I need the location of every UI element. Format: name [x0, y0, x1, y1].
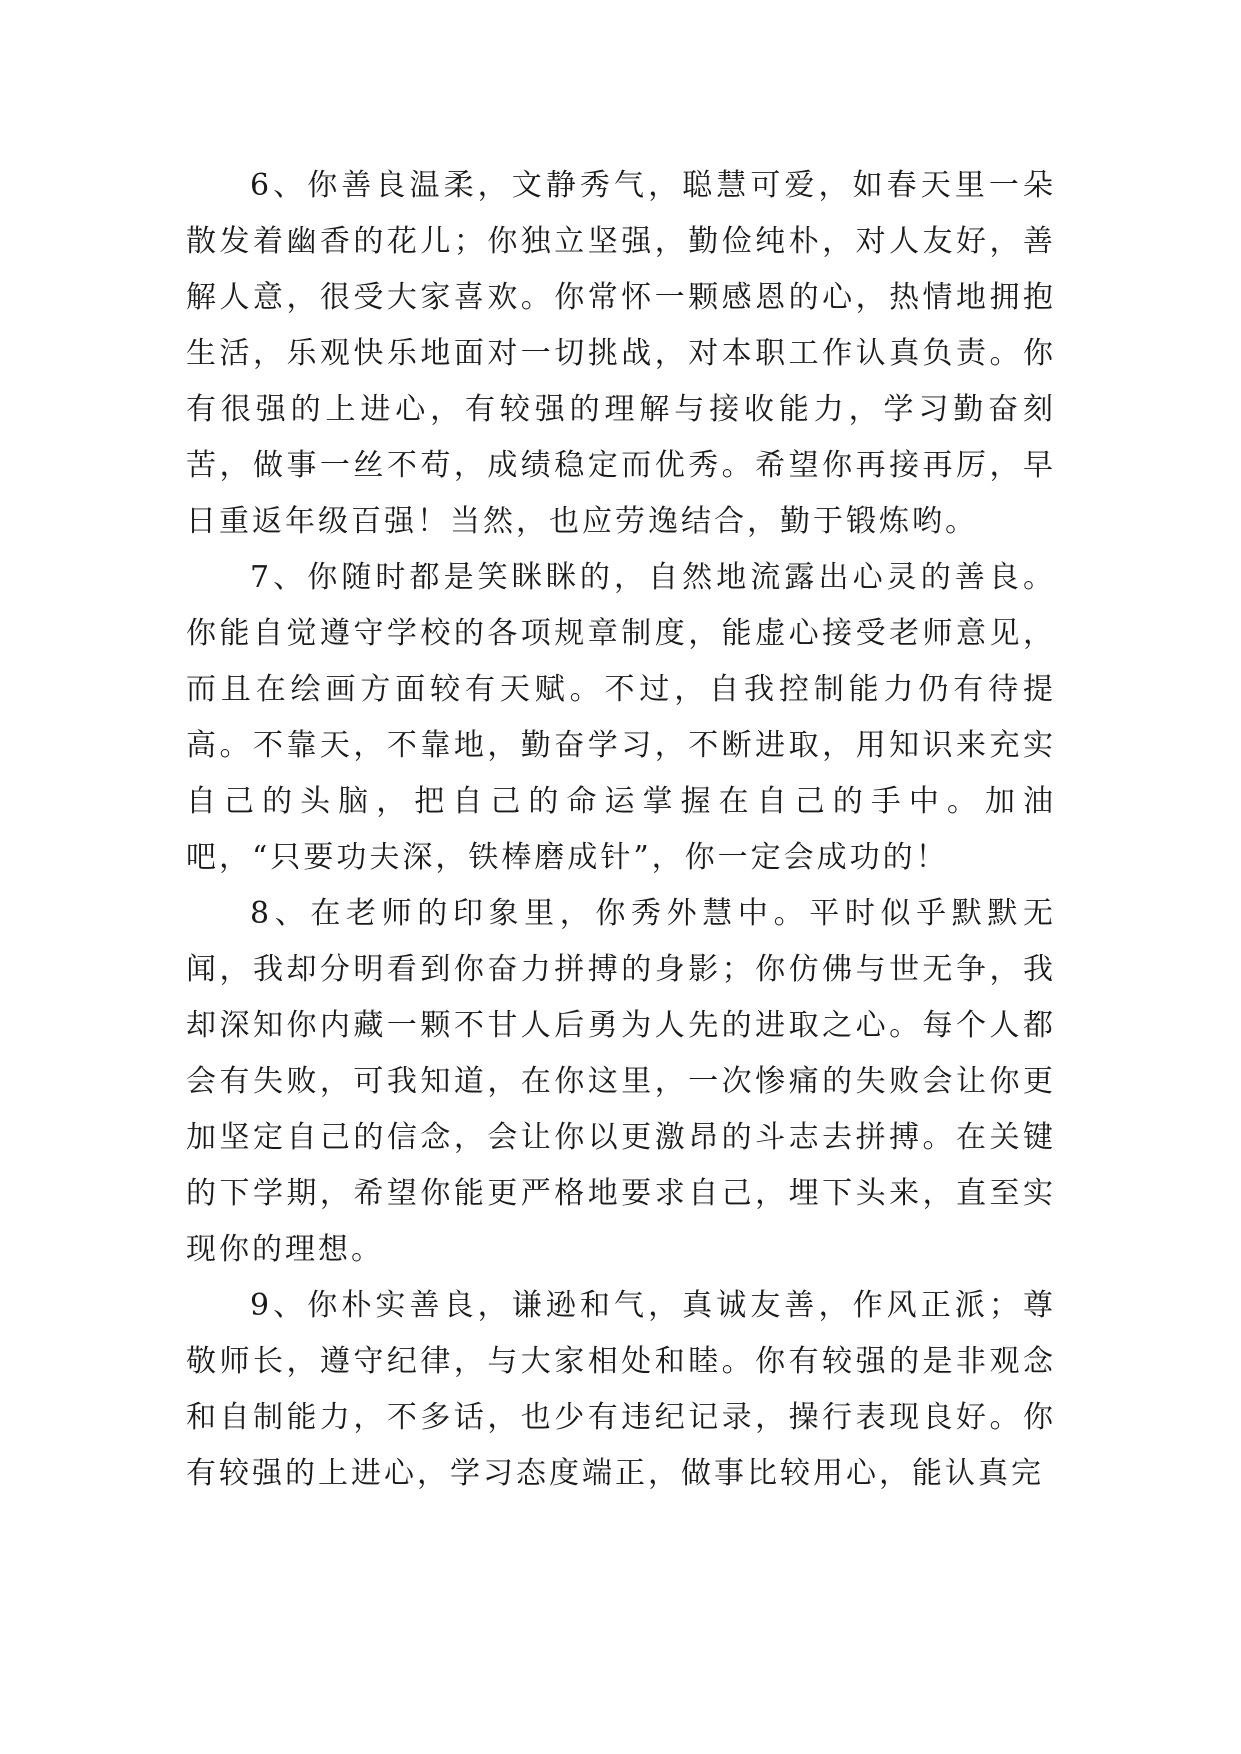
paragraph-6: 6、你善良温柔，文静秀气，聪慧可爱，如春天里一朵散发着幽香的花儿；你独立坚强，勤俭纯朴，对人友好，善解人意，很受大家喜欢。你常怀一颗感恩的心，热情地拥抱生活，乐观快乐地面对一切挑战，对本职工作认真负责。你有很强的上进心，有较强的理解与接收能力，学习勤奋刻苦，做事一丝不苟，成绩稳定而优秀。希望你再接再厉，早日重返年级百强！当然，也应劳逸结合，勤于锻炼哟。: [186, 168, 1056, 539]
paragraph-9: 9、你朴实善良，谦逊和气，真诚友善，作风正派；尊敬师长，遵守纪律，与大家相处和睦。你有较强的是非观念和自制能力，不多话，也少有违纪记录，操行表现良好。你有较强的上进心，学习态度端正，做事比较用心，能认真完: [186, 1288, 1056, 1491]
paragraph-7: 7、你随时都是笑眯眯的，自然地流露出心灵的善良。你能自觉遵守学校的各项规章制度，能虚心接受老师意见，而且在绘画方面较有天赋。不过，自我控制能力仍有待提高。不靠天，不靠地，勤奋学习，不断进取，用知识来充实自己的头脑，把自己的命运掌握在自己的手中。加油吧，“只要功夫深，铁棒磨成针”，你一定会成功的！: [186, 560, 1056, 875]
document-body: [186, 158, 1056, 1502]
paragraph-8: 8、在老师的印象里，你秀外慧中。平时似乎默默无闻，我却分明看到你奋力拼搏的身影；你仿佛与世无争，我却深知你内藏一颗不甘人后勇为人先的进取之心。每个人都会有失败，可我知道，在你这里，一次惨痛的失败会让你更加坚定自己的信念，会让你以更激昂的斗志去拼搏。在关键的下学期，希望你能更严格地要求自己，埋下头来，直至实现你的理想。: [186, 896, 1056, 1267]
